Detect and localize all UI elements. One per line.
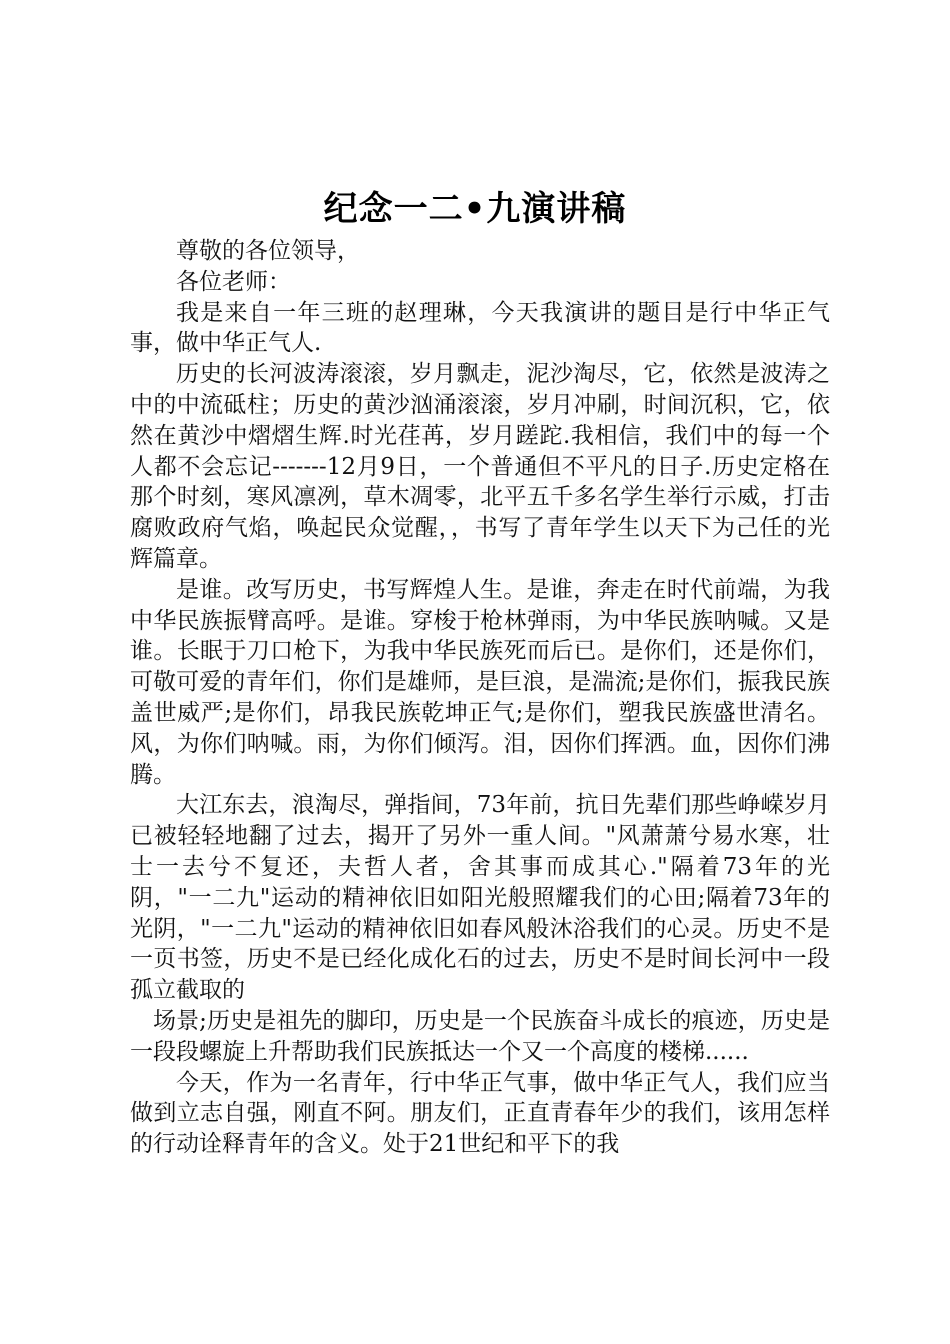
document-body <box>130 236 830 1160</box>
paragraph: 我是来自一年三班的赵理琳，今天我演讲的题目是行中华正气事，做中华正气人. <box>130 299 830 357</box>
paragraph: 是谁。改写历史，书写辉煌人生。是谁，奔走在时代前端，为我中华民族振臂高呼。是谁。穿梭于枪林弹雨，为中华民族呐喊。又是谁。长眠于刀口枪下，为我中华民族死而后已。是你们，还是你们，可敬可爱的青年们，你们是雄师，是巨浪，是湍流;是你们，振我民族盖世威严;是你们，昂我民族乾坤正气;是你们，塑我民族盛世清名。风，为你们呐喊。雨，为你们倾泻。泪，因你们挥洒。血，因你们沸腾。 <box>130 576 830 788</box>
paragraph: 历史的长河波涛滚滚，岁月飘走，泥沙淘尽，它，依然是波涛之中的中流砥柱；历史的黄沙汹涌滚滚，岁月冲刷，时间沉积，它，依然在黄沙中熠熠生辉.时光荏苒，岁月蹉跎.我相信，我们中的每一个人都不会忘记-------12月9日，一个普通但不平凡的日子.历史定格在那个时刻，寒风凛冽，草木凋零，北平五千多名学生举行示威，打击腐败政府气焰，唤起民众觉醒，，书写了青年学生以天下为己任的光辉篇章。 <box>130 361 830 572</box>
paragraph-salutation: 尊敬的各位领导， <box>176 238 360 264</box>
paragraph-salutation-2: 各位老师： <box>176 268 291 295</box>
paragraph: 场景;历史是祖先的脚印，历史是一个民族奋斗成长的痕迹，历史是一段段螺旋上升帮助我们民族抵达一个又一个高度的楼梯...... <box>130 1007 830 1065</box>
paragraph: 大江东去，浪淘尽，弹指间，73年前，抗日先辈们那些峥嵘岁月已被轻轻地翻了过去，揭开了另外一重人间。"风萧萧兮易水寒，壮士一去兮不复还，夫哲人者，舍其事而成其心."隔着73年的光阴，"一二九"运动的精神依旧如阳光般照耀我们的心田;隔着73年的光阴，"一二九"运动的精神依旧如春风般沐浴我们的心灵。历史不是一页书签，历史不是已经化成化石的过去，历史不是时间长河中一段孤立截取的 <box>130 792 830 1004</box>
paragraph: 今天，作为一名青年，行中华正气事，做中华正气人，我们应当做到立志自强，刚直不阿。朋友们，正直青春年少的我们，该用怎样的行动诠释青年的含义。处于21世纪和平下的我 <box>130 1069 830 1158</box>
page-title: 纪念一二•九演讲稿 <box>323 189 627 229</box>
